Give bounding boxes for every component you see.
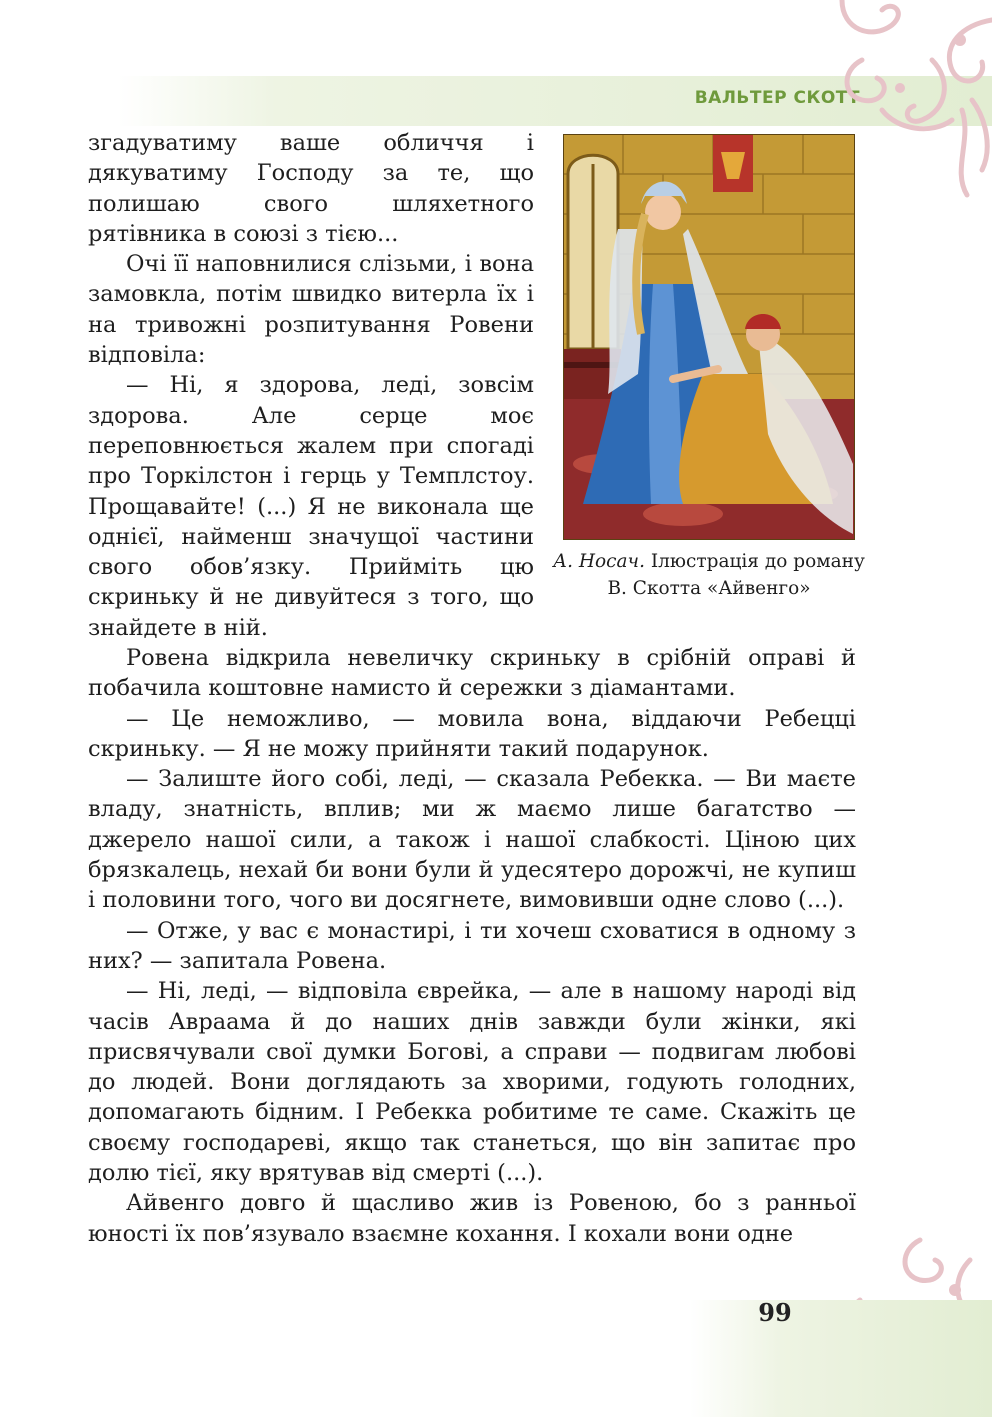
paragraph: — Отже, у вас є монастирі, і ти хочеш сховатися в одному з них? — запитала Ровена. xyxy=(88,917,856,974)
paragraph: — Залиште його собі, леді, — сказала Ребекка. — Ви маєте владу, знатність, вплив; ми ж маємо лише багатство — джерело нашої сили, а також і нашої слабкості. Ціною цих брязкалець, нехай би вони були й удесятеро дорожчі, не купиш і половини того, чого ви досягнете, вимовивши одне слово (...). xyxy=(88,766,856,914)
paragraph: — Ні, леді, — відповіла єврейка, — але в нашому народі від часів Авраама й до наших днів завжди були жінки, які присвячували свої думки Богові, а справи — подвигам любові до людей. Вони доглядають за хворими, годують голодних, допомагають бідним. І Ребекка робитиме те саме. Скажіть це своєму господареві, якщо так станеться, що він запитає про долю тієї, яку врятував від смерті (...). xyxy=(88,978,856,1187)
text-column-full xyxy=(88,643,856,1249)
caption-author: А. Носач. xyxy=(553,551,645,572)
paragraph: Очі її наповнилися слізьми, і вона замовкла, потім швидко витерла їх і на тривожні розпитування Ровени відповіла: xyxy=(88,251,534,369)
page-number: 99 xyxy=(758,1298,792,1327)
text-column-top xyxy=(88,128,534,643)
running-head: ВАЛЬТЕР СКОТТ xyxy=(694,88,860,108)
paragraph: Айвенго довго й щасливо жив із Ровеною, бо з ранньої юності їх пов’язувало взаємне кохання. І кохали вони одне xyxy=(88,1190,856,1247)
paragraph: Ровена відкрила невеличку скриньку в срібній оправі й побачила коштовне намисто й сережки з діамантами. xyxy=(88,645,856,702)
illustration-caption xyxy=(553,548,865,602)
paragraph: — Ні, я здорова, леді, зовсім здорова. Але серце моє переповнюється жалем при спогаді про Торкілстон і герць у Темплстоу. Прощавайте! (...) Я не виконала ще однієї, найменш значущої частини свого обов’язку. Прийміть цю скриньку й не дивуйтеся з того, що знайдете в ній. xyxy=(88,372,534,641)
caption-text: Ілюстрація до роману В. Скотта «Айвенго» xyxy=(607,551,865,599)
footer-band xyxy=(690,1300,992,1417)
paragraph: згадуватиму ваше обличчя і дякуватиму Господу за те, що полишаю свого шляхетного рятівника в союзі з тією... xyxy=(88,130,534,247)
paragraph: — Це неможливо, — мовила вона, віддаючи Ребецці скриньку. — Я не можу прийняти такий подарунок. xyxy=(88,705,856,762)
illustration-rebecca-rowena xyxy=(563,134,855,540)
